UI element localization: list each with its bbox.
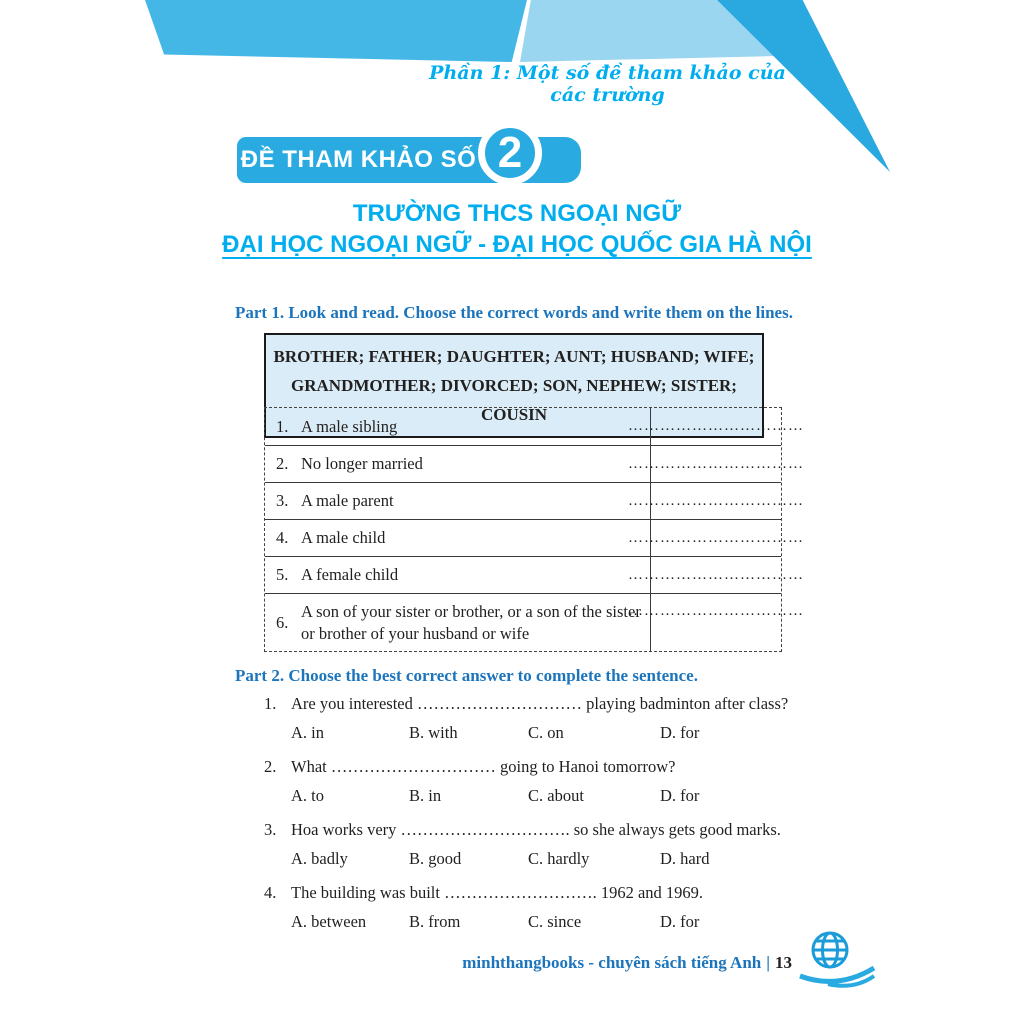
section-header-note: Phần 1: Một số đề tham khảo của các trường <box>429 62 786 106</box>
table-row <box>265 408 804 445</box>
answer-blank: …………………………… <box>650 408 781 445</box>
option-d: D. for <box>660 786 700 805</box>
question-text: The building was built ………………………. 1962 and 1969. <box>291 883 704 902</box>
school-name-line2: ĐẠI HỌC NGOẠI NGỮ - ĐẠI HỌC QUỐC GIA HÀ NỘI <box>222 231 812 258</box>
option-a: A. between <box>291 912 367 931</box>
option-c: C. about <box>528 786 584 805</box>
exam-badge <box>237 128 582 183</box>
question-text: What ………………………… going to Hanoi tomorrow? <box>291 757 676 776</box>
definition-text: A male child <box>301 528 386 547</box>
option-d: D. for <box>660 912 700 931</box>
option-b: B. in <box>409 786 442 805</box>
row-number: 6. <box>276 612 289 632</box>
badge-label: ĐỀ THAM KHẢO SỐ <box>237 137 480 183</box>
top-left-blue-band <box>145 0 527 62</box>
definition-text: A male parent <box>301 491 394 510</box>
definition-text: A son of your sister or brother, or a son of the sister or brother of your husband or wife <box>301 601 641 643</box>
question-number: 3. <box>264 820 277 839</box>
answer-blank: …………………………… <box>650 557 781 593</box>
definition-text: A female child <box>301 565 399 584</box>
badge-number: 2 <box>497 128 523 177</box>
option-d: D. hard <box>660 849 710 868</box>
definition-text: A male sibling <box>301 416 398 436</box>
row-number: 2. <box>276 454 289 473</box>
option-c: C. since <box>528 912 582 931</box>
footer-separator: | <box>766 953 770 972</box>
question-text: Are you interested ………………………… playing badminton after class? <box>291 694 789 713</box>
option-b: B. good <box>409 849 462 868</box>
badge-number-circle <box>478 121 542 185</box>
table-row <box>265 445 804 482</box>
definitions-table <box>264 407 804 652</box>
answer-blank: …………………………… <box>650 483 781 519</box>
answer-blank: …………………………… <box>650 520 781 556</box>
answer-blank: …………………………… <box>650 446 781 482</box>
option-d: D. for <box>660 723 700 742</box>
part2-questions <box>264 692 799 944</box>
table-row <box>265 556 804 593</box>
school-name-line1: TRƯỜNG THCS NGOẠI NGỮ <box>352 200 682 227</box>
question-number: 1. <box>264 694 277 713</box>
page-number: 13 <box>775 953 792 972</box>
row-number: 1. <box>276 416 289 436</box>
option-b: B. from <box>409 912 461 931</box>
table-row <box>265 593 804 651</box>
question-text: Hoa works very …………………………. so she always gets good marks. <box>291 820 781 839</box>
table-row <box>265 519 804 556</box>
question-number: 2. <box>264 757 277 776</box>
row-number: 4. <box>276 528 289 547</box>
row-number: 3. <box>276 491 289 510</box>
question-1 <box>264 692 799 744</box>
part2-heading: Part 2. Choose the best correct answer to complete the sentence. <box>235 666 698 685</box>
globe-logo-icon <box>798 928 876 992</box>
question-4 <box>264 881 799 933</box>
question-number: 4. <box>264 883 277 902</box>
option-a: A. in <box>291 723 324 742</box>
option-a: A. badly <box>291 849 348 868</box>
part1-heading: Part 1. Look and read. Choose the correct words and write them on the lines. <box>235 303 793 322</box>
row-number: 5. <box>276 565 289 584</box>
option-c: C. hardly <box>528 849 590 868</box>
page-footer <box>0 953 792 973</box>
word-bank-line1: BROTHER; FATHER; DAUGHTER; AUNT; HUSBAND; WIFE; <box>273 347 755 366</box>
table-row <box>265 482 804 519</box>
answer-blank: …………………………… <box>650 594 781 651</box>
option-c: C. on <box>528 723 564 742</box>
word-bank-line2: GRANDMOTHER; DIVORCED; SON, NEPHEW; SISTER; COUSIN <box>291 376 737 424</box>
publisher-name: minhthangbooks - chuyên sách tiếng Anh <box>462 953 762 972</box>
question-2 <box>264 755 799 807</box>
option-a: A. to <box>291 786 324 805</box>
option-b: B. with <box>409 723 458 742</box>
question-3 <box>264 818 799 870</box>
definition-text: No longer married <box>301 454 423 473</box>
